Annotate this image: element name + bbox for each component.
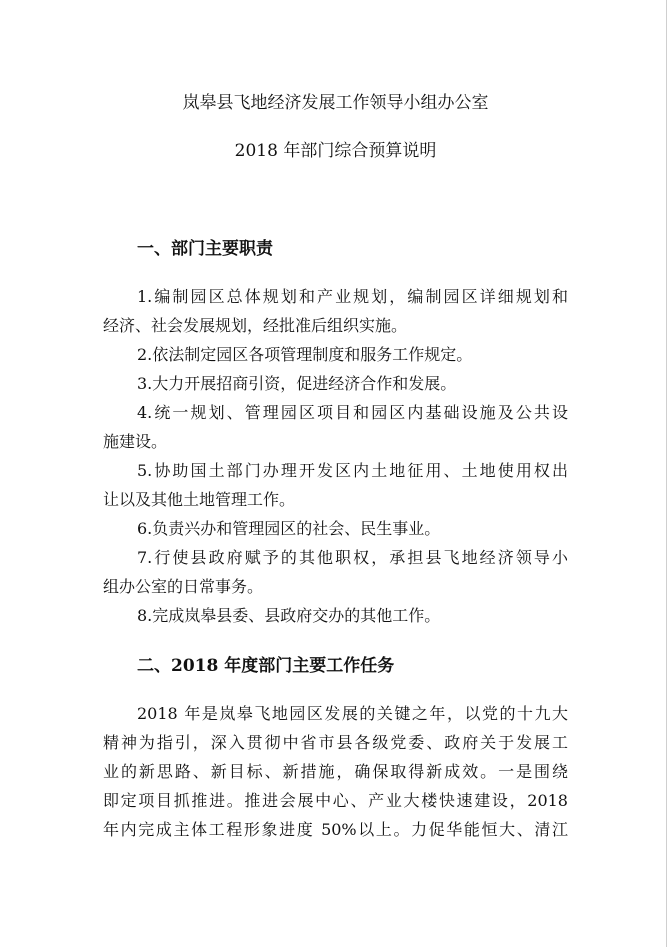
duty-line: 组办公室的日常事务。 bbox=[103, 577, 264, 596]
duty-line: 1.编制园区总体规划和产业规划，编制园区详细规划和 bbox=[137, 287, 568, 306]
section-heading-duties: 一、部门主要职责 bbox=[137, 239, 273, 259]
duty-line: 8.完成岚皋县委、县政府交办的其他工作。 bbox=[137, 606, 441, 625]
duty-line: 施建设。 bbox=[103, 432, 168, 451]
section-heading-tasks: 二、2018 年度部门主要工作任务 bbox=[137, 656, 395, 676]
duty-line: 5.协助国土部门办理开发区内土地征用、土地使用权出 bbox=[137, 461, 568, 480]
task-paragraph-line: 2018 年是岚皋飞地园区发展的关键之年，以党的十九大 bbox=[137, 704, 568, 723]
duty-line: 7.行使县政府赋予的其他职权，承担县飞地经济领导小 bbox=[137, 548, 568, 567]
task-paragraph-line: 业的新思路、新目标、新措施，确保取得新成效。一是围绕 bbox=[103, 762, 568, 781]
task-paragraph-line: 精神为指引，深入贯彻中省市县各级党委、政府关于发展工 bbox=[103, 733, 568, 752]
task-paragraph-line: 年内完成主体工程形象进度 50%以上。力促华能恒大、清江 bbox=[103, 820, 568, 839]
task-paragraph-line: 即定项目抓推进。推进会展中心、产业大楼快速建设，2018 bbox=[103, 791, 568, 810]
document-subtitle: 2018 年部门综合预算说明 bbox=[234, 141, 437, 161]
duty-line: 6.负责兴办和管理园区的社会、民生事业。 bbox=[137, 519, 441, 538]
duty-line: 4.统一规划、管理园区项目和园区内基础设施及公共设 bbox=[137, 403, 568, 422]
document-title: 岚皋县飞地经济发展工作领导小组办公室 bbox=[182, 93, 489, 113]
duty-line: 3.大力开展招商引资，促进经济合作和发展。 bbox=[137, 374, 457, 393]
duty-line: 经济、社会发展规划，经批准后组织实施。 bbox=[103, 316, 408, 335]
duty-line: 让以及其他土地管理工作。 bbox=[103, 490, 296, 509]
duty-line: 2.依法制定园区各项管理制度和服务工作规定。 bbox=[137, 345, 473, 364]
